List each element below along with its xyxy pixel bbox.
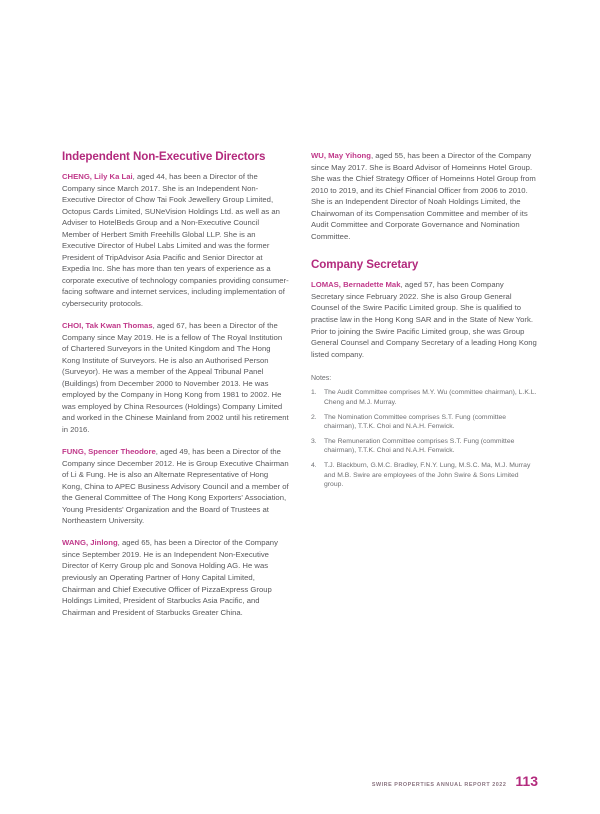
page-footer [0,774,600,804]
note-number: 4. [311,462,317,470]
person-name-wang: WANG, Jinlong [62,538,118,548]
section-heading-independent-non-executive-directors: Independent Non-Executive Directors [62,150,266,163]
note-text: T.J. Blackburn, G.M.C. Bradley, F.N.Y. Lung, M.S.C. Ma, M.J. Murray and M.B. Swire are employees of the John Swire & Sons Limited group. [324,462,531,488]
note-number: 2. [311,413,317,421]
section-heading-company-secretary: Company Secretary [311,258,419,272]
person-name-wu: WU, May Yihong [311,151,371,160]
bio-paragraph-choi [62,320,289,435]
bio-paragraph-wang [62,537,289,618]
bio-text-wang: , aged 65, has been a Director of the Company since September 2019. He is an Independent Non-Executive Director of Kerry Group plc and Sonova Holding AG. He was previously an Operating Partner of Hony Capital Limited, Chairman and Chief Executive Officer of PizzaExpress Group Holdings Limited, President of Starbucks Asia Pacific, and Chairman and President of Starbucks Greater China. [62,538,278,617]
right-column [311,150,538,495]
note-number: 1. [311,389,317,397]
bio-text-choi: , aged 67, has been a Director of the Company since May 2019. He is a fellow of The Royal Institution of Chartered Surveyors in the United Kingdom and The Hong Kong Institute of Surveyors. He is also an Authorised Person (Surveyor). He was a member of the Appeal Tribunal Panel (Buildings) from December 2000 to November 2013. He was employed by the Company in Hong Kong from 1981 to 2002. He was employed by China Resources (Holdings) Company Limited and worked in the Chinese Mainland from 2002 until his retirement in 2016. [62,321,289,434]
bio-paragraph-wu [311,150,538,242]
bio-text-lomas: , aged 57, has been Company Secretary since February 2022. She is also Group General Counsel of the Swire Pacific Limited group. She is qualified to practise law in the Hong Kong SAR and in the State of New York. Prior to joining the Swire Pacific Limited group, she was Group General Counsel and Company Secretary of a leading Hong Kong listed company. [311,280,537,359]
person-name-fung: FUNG, Spencer Theodore [62,447,156,457]
notes-list [311,388,538,489]
person-name-choi: CHOI, Tak Kwan Thomas [62,321,153,331]
left-column [62,150,289,618]
person-name-lomas: LOMAS, Bernadette Mak [311,280,401,290]
footer-page-number: 113 [515,773,538,789]
bio-text-wu: , aged 55, has been a Director of the Company since May 2017. She is Board Advisor of Homeinns Hotel Group. She was the Chief Strategy Officer of Homeinns Hotel Group from 2010 to 2019, and its Chief Financial Officer from 2006 to 2010. She is an Independent Director of Noah Holdings Limited, the Chairwoman of its Compensation Committee and member of its Audit Committee and Corporate Governance and Nomination Committee. [311,151,536,241]
note-item [311,437,538,456]
notes-block [311,374,538,489]
note-text: The Audit Committee comprises M.Y. Wu (committee chairman), L.K.L. Cheng and M.J. Murray. [324,389,537,406]
footer-inner [372,774,538,788]
note-item [311,388,538,407]
note-text: The Nomination Committee comprises S.T. Fung (committee chairman), T.T.K. Choi and N.A.H. Fenwick. [324,413,507,430]
bio-paragraph-lomas [311,279,538,360]
person-name-cheng: CHENG, Lily Ka Lai [62,172,133,181]
bio-text-cheng: , aged 44, has been a Director of the Company since March 2017. She is an Independent Non-Executive Director of Chow Tai Fook Jewellery Group Limited, Octopus Cards Limited, SUNeVision Holdings Ltd. as well as an Adviser to HotelBeds Group and a Non-Executive Council Member of Herbert Smith Freehills Global LLP. She is an Executive Director of Hubel Labs Limited and was the former President of TripAdvisor Asia Pacific and Senior Director at Expedia Inc. She has more than ten years of experience as a corporate executive of technology companies providing consumer-facing software and internet services, including implementation of cybersecurity protocols. [62,172,289,309]
footer-report-label: SWIRE PROPERTIES ANNUAL REPORT 2022 [371,782,507,788]
bio-paragraph-cheng [62,171,289,310]
bio-text-fung: , aged 49, has been a Director of the Company since December 2012. He is Group Executive Chairman of Li & Fung. He is also an Alternate Representative of Hong Kong, China to APEC Business Advisory Council and a member of the General Committee of The Hong Kong Exporters' Association, Young Presidents' Organization and the Board of Trustees at Northeastern University. [62,447,289,526]
two-column-content [62,150,538,618]
note-number: 3. [311,437,317,445]
note-text: The Remuneration Committee comprises S.T. Fung (committee chairman), T.T.K. Choi and N.A.H. Fenwick. [324,437,515,455]
notes-label: Notes: [311,375,332,383]
note-item [311,413,538,432]
bio-paragraph-fung [62,446,289,527]
note-item [311,461,538,489]
